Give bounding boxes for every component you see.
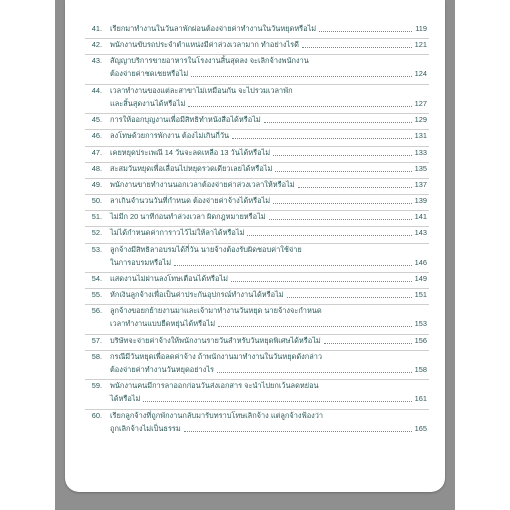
entry-number: 45.	[91, 115, 102, 125]
toc-entry[interactable]	[65, 210, 445, 226]
entry-page-number: 153	[414, 319, 427, 329]
entry-number: 48.	[91, 163, 102, 173]
dot-leader	[273, 203, 411, 204]
dot-leader	[247, 235, 411, 236]
entry-number: 44.	[91, 85, 102, 95]
dot-leader	[264, 122, 412, 123]
entry-title-line: ไม่มีก 20 นาทีก่อนทำล่วงเวลา ผิดกฎหมายหรือไม่	[110, 212, 266, 222]
dot-leader	[298, 187, 412, 188]
toc-entry[interactable]	[65, 272, 445, 288]
entry-title-line: เรียกลูกจ้างที่ถูกพักงานกลับมารับทราบโทษเลิกจ้าง แต่ลูกจ้างฟ้องว่า	[110, 410, 324, 420]
entry-number: 41.	[91, 24, 102, 33]
entry-body	[110, 162, 445, 178]
entry-page-number: 124	[414, 69, 427, 79]
dot-leader	[217, 372, 412, 373]
entry-body	[110, 84, 445, 113]
entry-title-line: เวลาทำงานของแต่ละสาขาไม่เหมือนกัน จะไปรวมเวลาพัก	[110, 85, 293, 95]
entry-number: 42.	[91, 40, 102, 50]
entry-page-number: 141	[414, 212, 427, 222]
toc-entry[interactable]	[65, 22, 445, 38]
entry-page-number: 149	[414, 274, 427, 284]
toc-entry[interactable]	[65, 162, 445, 178]
entry-title-line: ไม่ได้กำหนดค่าการาวไว้ไม่ให้ลาได้หรือไม่	[110, 228, 245, 238]
entry-body	[110, 226, 445, 242]
entry-title-line: และสิ้นสุดงานได้หรือไม่	[110, 98, 186, 108]
entry-page-number: 139	[414, 196, 427, 206]
entry-body	[110, 288, 445, 304]
entry-title-line: บริษัทจะจ่ายค่าจ้างให้พนักงานรายวันสำหรับวันหยุดพิเศษได้หรือไม่	[110, 335, 321, 345]
entry-title-line: หักเงินลูกจ้างเพื่อเป็นค่าประกันอุปกรณ์ทำงานได้หรือไม่	[110, 290, 284, 300]
entry-body	[110, 379, 445, 408]
entry-title-line: การให้ออกบุญงานเพื่อมีสิทธิทำหนังสือได้หรือไม่	[110, 115, 261, 125]
toc-entry[interactable]	[65, 84, 445, 113]
dot-leader	[287, 297, 412, 298]
entry-page-number: 161	[414, 394, 427, 404]
dot-leader	[188, 106, 411, 107]
entry-body	[110, 22, 445, 38]
toc-entry[interactable]	[65, 334, 445, 350]
toc-entry[interactable]	[65, 54, 445, 83]
entry-title-line: แสดงานไม่ผ่านลงโทษเตือนได้หรือไม่	[110, 274, 229, 284]
entry-number: 50.	[91, 196, 102, 206]
entry-title-line: สัญญาบริการขายอาหารในโรงงานสิ้นสุดลง จะเลิกจ้างพนักงาน	[110, 56, 309, 66]
entry-page-number: 151	[414, 290, 427, 300]
entry-number: 56.	[91, 306, 102, 316]
toc-entry[interactable]	[65, 146, 445, 162]
entry-page-number: 156	[414, 335, 427, 345]
entry-number: 58.	[91, 352, 102, 361]
entry-body	[110, 146, 445, 162]
entry-number: 54.	[91, 274, 102, 284]
entry-page-number: 146	[414, 257, 427, 267]
entry-title-line: ถูกเลิกจ้างไม่เป็นธรรม	[110, 423, 181, 433]
entry-body	[110, 304, 445, 333]
toc-entry[interactable]	[65, 113, 445, 129]
entry-page-number: 165	[414, 423, 427, 433]
toc-entry[interactable]	[65, 194, 445, 210]
dot-leader	[218, 326, 412, 327]
toc-entry[interactable]	[65, 379, 445, 408]
entry-body	[110, 54, 445, 83]
entry-page-number: 137	[414, 179, 427, 189]
entry-number: 49.	[91, 179, 102, 189]
entry-title-line: ได้หรือไม่	[110, 394, 141, 404]
entry-number: 57.	[91, 335, 102, 345]
dot-leader	[191, 76, 411, 77]
entry-number: 60.	[91, 410, 102, 420]
dot-leader	[143, 401, 411, 402]
toc-page	[65, 0, 445, 492]
entry-page-number: 121	[414, 40, 427, 50]
entry-title-line: ในการอบรมหรือไม่	[110, 257, 172, 267]
dot-leader	[319, 31, 412, 32]
entry-page-number: 143	[414, 228, 427, 238]
toc-entry[interactable]	[65, 288, 445, 304]
dot-leader	[275, 171, 411, 172]
entry-page-number: 158	[414, 365, 427, 374]
entry-number: 43.	[91, 56, 102, 66]
dot-leader	[302, 47, 412, 48]
toc-entry[interactable]	[65, 350, 445, 379]
toc-entry[interactable]	[65, 38, 445, 54]
entry-title-line: ลาเกินจำนวนวันที่กำหนด ต้องจ่ายค่าจ้างได้หรือไม่	[110, 196, 271, 206]
entry-body	[110, 409, 445, 438]
entry-number: 51.	[91, 212, 102, 222]
entry-body	[110, 113, 445, 129]
dot-leader	[273, 155, 412, 156]
entry-page-number: 131	[414, 131, 427, 141]
entry-title-line: กรณีมีวันหยุดเพื่อลดค่าจ้าง ถ้าพนักงานมาทำงานในวันหยุดดังกล่าว	[110, 352, 323, 361]
dot-leader	[232, 138, 412, 139]
entry-title-line: เคยหยุดประเพณี 14 วันจะลดเหลือ 13 วันได้หรือไม่	[110, 147, 271, 157]
dot-leader	[184, 431, 412, 432]
entry-body	[110, 194, 445, 210]
entry-number: 59.	[91, 381, 102, 391]
entry-body	[110, 334, 445, 350]
entry-body	[110, 129, 445, 145]
dot-leader	[324, 343, 412, 344]
entry-title-line: พนักงานขายทำงานนอกเวลาต้องจ่ายค่าล่วงเวลาให้หรือไม่	[110, 179, 295, 189]
dot-leader	[174, 265, 412, 266]
entry-title-line: เวลาทำงานแบบยืดหยุ่นได้หรือไม่	[110, 319, 216, 329]
entry-title-line: ลงโทษด้วยการพักงาน ต้องไม่เกินกี่วัน	[110, 131, 230, 141]
entry-title-line: ลูกจ้างมีสิทธิลาอบรมได้กี่วัน นายจ้างต้องรับผิดชอบค่าใช้จ่าย	[110, 244, 302, 254]
entry-number: 46.	[91, 131, 102, 141]
entry-title-line: สะสมวันหยุดเพื่อเลื่อนไปหยุดรวดเดียวเลยได้หรือไม่	[110, 163, 273, 173]
entry-body	[110, 210, 445, 226]
table-of-contents	[65, 22, 445, 438]
toc-entry[interactable]	[65, 409, 445, 438]
dot-leader	[231, 281, 412, 282]
toc-entry[interactable]	[65, 304, 445, 333]
toc-entry[interactable]	[65, 243, 445, 272]
entry-page-number: 135	[414, 163, 427, 173]
entry-body	[110, 178, 445, 194]
entry-title-line: ต้องจ่ายค่าชดเชยหรือไม่	[110, 69, 189, 79]
entry-number: 55.	[91, 290, 102, 300]
dot-leader	[269, 219, 412, 220]
entry-body	[110, 38, 445, 54]
entry-page-number: 133	[414, 147, 427, 157]
entry-number: 52.	[91, 228, 102, 238]
entry-page-number: 129	[414, 115, 427, 125]
entry-page-number: 127	[414, 98, 427, 108]
entry-body	[110, 350, 445, 379]
entry-title-line: พนักงานขับรถประจำตำแหน่งมีค่าล่วงเวลามาก ทำอย่างไรดี	[110, 40, 299, 50]
toc-entry[interactable]	[65, 178, 445, 194]
entry-title-line: พนักงานคนมีการลาออกก่อนวันส่งเอกสาร จะนำไปยกเว้นลดหย่อน	[110, 381, 319, 391]
entry-number: 47.	[91, 147, 102, 157]
toc-entry[interactable]	[65, 226, 445, 242]
entry-title-line: ต้องจ่ายค่าทำงานวันหยุดอย่างไร	[110, 365, 215, 374]
entry-page-number: 119	[415, 24, 427, 33]
toc-entry[interactable]	[65, 129, 445, 145]
entry-body	[110, 272, 445, 288]
entry-body	[110, 243, 445, 272]
entry-title-line: เรียกมาทำงานในวันลาพักผ่อนต้องจ่ายค่าทำงานในวันหยุดหรือไม่	[110, 24, 317, 33]
entry-number: 53.	[91, 244, 102, 254]
entry-title-line: ลูกจ้างขอยกย้ายงานมาและเจ้ามาทำงานวันหยุด นายจ้างจะกำหนด	[110, 306, 322, 316]
